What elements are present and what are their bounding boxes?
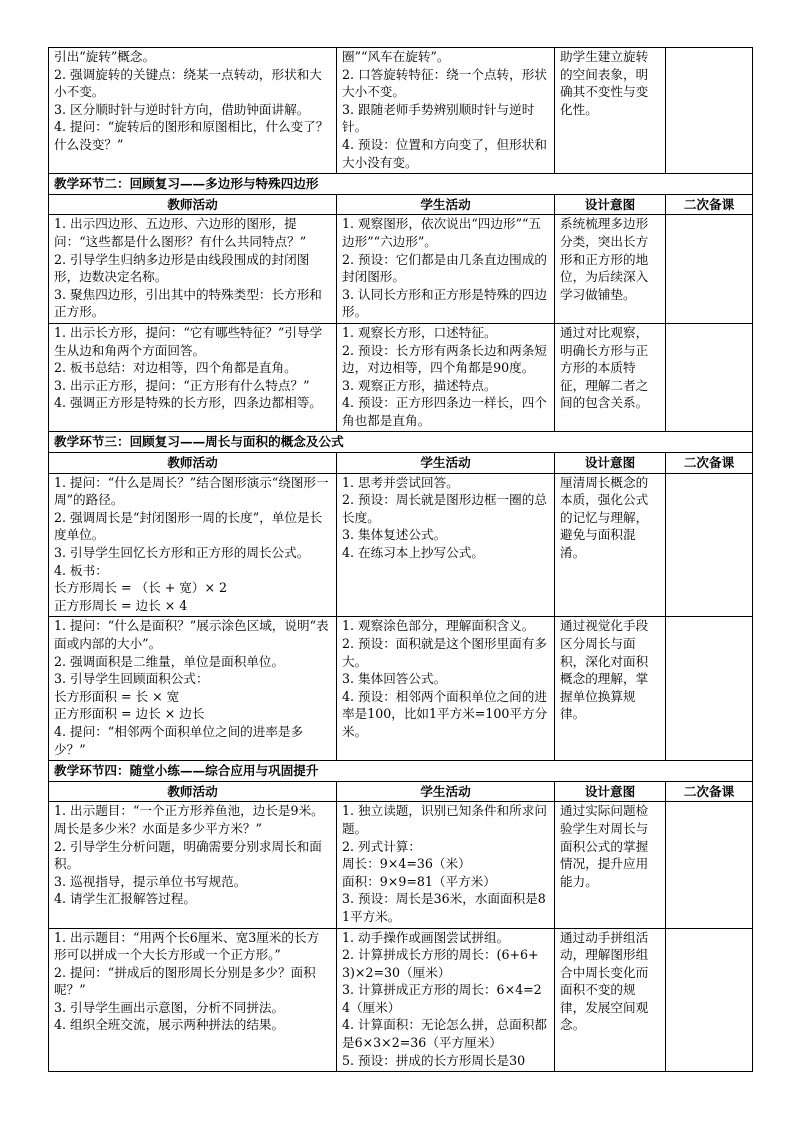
text-line: 2. 引导学生归纳多边形是由线段围成的封闭图形，边数决定名称。 bbox=[54, 251, 310, 285]
teacher-activity-cell bbox=[49, 617, 337, 761]
section-title: 教学环节二：回顾复习——多边形与特殊四边形 bbox=[49, 174, 753, 195]
second-prep-cell bbox=[666, 473, 753, 617]
text-line: 4. 在练习本上抄写公式。 bbox=[342, 545, 484, 561]
text-line: 3. 聚焦四边形，引出其中的特殊类型：长方形和正方形。 bbox=[54, 286, 322, 320]
table-row bbox=[49, 802, 753, 928]
text-line: 通过对比观察，明确长方形与正方形的本质特征，理解二者之间的包含关系。 bbox=[560, 324, 649, 411]
student-activity-header: 学生活动 bbox=[337, 781, 555, 802]
text-line: 2. 强调周长是“封闭图形一周的长度”，单位是长度单位。 bbox=[54, 509, 323, 543]
second-prep-cell bbox=[666, 617, 753, 761]
text-line: 3. 出示正方形，提问：“正方形有什么特点？” bbox=[54, 377, 310, 393]
student-activity-cell bbox=[337, 617, 555, 761]
text-line: 4. 提问：“旋转后的图形和原图相比，什么变了？什么没变？” bbox=[54, 119, 329, 152]
text-line: 2. 板书总结：对边相等，四个角都是直角。 bbox=[54, 360, 297, 376]
student-activity-cell bbox=[337, 215, 555, 324]
text-line: 2. 列式计算： bbox=[342, 838, 421, 854]
design-intent-header: 设计意图 bbox=[555, 781, 666, 802]
text-line: 2. 计算拼成长方形的周长：(6+6+3)×2=30（厘米） bbox=[342, 947, 539, 980]
text-line: 3. 观察正方形，描述特点。 bbox=[342, 377, 497, 393]
design-intent-cell bbox=[555, 323, 666, 432]
student-activity-cell bbox=[337, 928, 555, 1072]
text-line: 3. 预设：周长是36米，水面面积是81平方米。 bbox=[342, 891, 546, 924]
text-line: 3. 认同长方形和正方形是特殊的四边形。 bbox=[342, 286, 547, 320]
teacher-activity-cell bbox=[49, 928, 337, 1072]
text-line: 3. 集体回答公式。 bbox=[342, 671, 447, 687]
text-line: 通过视觉化手段区分周长与面积，深化对面积概念的理解，掌握单位换算规律。 bbox=[560, 618, 649, 722]
text-line: 3. 巡视指导，提示单位书写规范。 bbox=[54, 873, 247, 889]
text-line: 1. 观察长方形，口述特征。 bbox=[342, 324, 497, 340]
section-title-row bbox=[49, 761, 753, 782]
student-activity-cell bbox=[337, 473, 555, 617]
text-line: 4. 强调正方形是特殊的长方形，四条边都相等。 bbox=[54, 395, 322, 411]
table-row bbox=[49, 473, 753, 617]
student-activity-header: 学生活动 bbox=[337, 194, 555, 215]
lesson-plan-document bbox=[48, 47, 752, 1072]
teacher-activity-header: 教师活动 bbox=[49, 194, 337, 215]
text-line: 2. 预设：长方形有两条长边和两条短边，对边相等，四个角都是90度。 bbox=[342, 342, 547, 376]
text-line: 3. 引导学生画出示意图，分析不同拼法。 bbox=[54, 999, 285, 1015]
text-line: 3. 区分顺时针与逆时针方向，借助钟面讲解。 bbox=[54, 101, 310, 117]
text-line: 2. 强调旋转的关键点：绕某一点转动，形状和大小不变。 bbox=[54, 66, 322, 100]
text-line: 3. 跟随老师手势辨别顺时针与逆时针。 bbox=[342, 101, 535, 135]
text-line: 2. 提问：“拼成后的图形周长分别是多少？面积呢？” bbox=[54, 964, 316, 998]
text-line: 4. 请学生汇报解答过程。 bbox=[54, 891, 196, 907]
table-row bbox=[49, 928, 753, 1072]
table-row bbox=[49, 48, 753, 174]
text-line: 1. 提问：“什么是周长？”结合图形演示“绕图形一周”的路径。 bbox=[54, 474, 329, 508]
text-line: 2. 口答旋转特征：绕一个点转，形状大小不变。 bbox=[342, 66, 547, 100]
text-line: 4. 提问：“相邻两个面积单位之间的进率是多少？” bbox=[54, 723, 304, 757]
table-row bbox=[49, 215, 753, 324]
text-line: 引出“旋转”概念。 bbox=[54, 49, 156, 64]
design-intent-header: 设计意图 bbox=[555, 453, 666, 474]
second-prep-cell bbox=[666, 802, 753, 928]
section-title: 教学环节三：回顾复习——周长与面积的概念及公式 bbox=[49, 432, 753, 453]
student-activity-cell bbox=[337, 802, 555, 928]
table-row bbox=[49, 323, 753, 432]
second-prep-cell bbox=[666, 215, 753, 324]
text-line: 面积：9×9=81（平方米） bbox=[342, 873, 496, 889]
text-line: 4. 预设：位置和方向变了，但形状和大小没有变。 bbox=[342, 136, 547, 170]
second-prep-cell bbox=[666, 323, 753, 432]
text-line: 1. 出示长方形，提问：“它有哪些特征？”引导学生从边和角两个方面回答。 bbox=[54, 324, 323, 358]
text-line: 2. 引导学生分析问题，明确需要分别求周长和面积。 bbox=[54, 838, 322, 872]
text-line: 4. 计算面积：无论怎么拼，总面积都是6×3×2=36（平方厘米） bbox=[342, 1017, 547, 1051]
teacher-activity-header: 教师活动 bbox=[49, 453, 337, 474]
text-line: 1. 出示题目：“用两个长6厘米、宽3厘米的长方形可以拼成一个大长方形或一个正方形。” bbox=[54, 929, 320, 963]
text-line: 3. 计算拼成正方形的周长：6×4=24（厘米） bbox=[342, 982, 542, 1015]
teacher-activity-cell bbox=[49, 473, 337, 617]
student-activity-cell bbox=[337, 323, 555, 432]
text-line: 4. 组织全班交流，展示两种拼法的结果。 bbox=[54, 1017, 285, 1033]
text-line: 4. 预设：正方形四条边一样长，四个角也都是直角。 bbox=[342, 395, 547, 428]
text-line: 1. 独立读题，识别已知条件和所求问题。 bbox=[342, 803, 547, 836]
text-line: 5. 预设：拼成的长方形周长是30 bbox=[342, 1052, 526, 1068]
text-line: 1. 思考并尝试回答。 bbox=[342, 474, 459, 490]
text-line: 1. 出示四边形、五边形、六边形的图形，提问：“这些都是什么图形？有什么共同特点？” bbox=[54, 216, 307, 249]
design-intent-cell bbox=[555, 473, 666, 617]
text-line: 周长：9×4=36（米） bbox=[342, 856, 471, 872]
student-activity-cell bbox=[337, 48, 555, 174]
text-line: 3. 引导学生回顾面积公式： bbox=[54, 671, 209, 687]
text-line: 正方形面积 = 边长 × 边长 bbox=[54, 706, 205, 722]
teacher-activity-cell bbox=[49, 802, 337, 928]
text-line: 1. 观察图形，依次说出“四边形”“五边形”“六边形”。 bbox=[342, 216, 542, 249]
teacher-activity-cell bbox=[49, 48, 337, 174]
design-intent-cell bbox=[555, 928, 666, 1072]
student-activity-header: 学生活动 bbox=[337, 453, 555, 474]
text-line: 助学生建立旋转的空间表象，明确其不变性与变化性。 bbox=[560, 49, 649, 117]
second-prep-header: 二次备课 bbox=[666, 453, 753, 474]
column-header-row bbox=[49, 194, 753, 215]
text-line: 2. 预设：面积就是这个图形里面有多大。 bbox=[342, 636, 547, 669]
design-intent-header: 设计意图 bbox=[555, 194, 666, 215]
text-line: 2. 预设：周长就是图形边框一圈的总长度。 bbox=[342, 492, 547, 525]
text-line: 长方形面积 = 长 × 宽 bbox=[54, 688, 180, 704]
lesson-plan-body bbox=[49, 48, 753, 1072]
text-line: 4. 预设：相邻两个面积单位之间的进率是100，比如1平方米=100平方分米。 bbox=[342, 688, 548, 739]
text-line: 系统梳理多边形分类，突出长方形和正方形的地位，为后续深入学习做铺垫。 bbox=[560, 216, 649, 302]
second-prep-header: 二次备课 bbox=[666, 194, 753, 215]
lesson-plan-table bbox=[48, 47, 753, 1072]
design-intent-cell bbox=[555, 802, 666, 928]
section-title-row bbox=[49, 432, 753, 453]
design-intent-cell bbox=[555, 48, 666, 174]
text-line: 4. 板书： bbox=[54, 562, 108, 578]
column-header-row bbox=[49, 781, 753, 802]
design-intent-cell bbox=[555, 617, 666, 761]
section-title-row bbox=[49, 174, 753, 195]
text-line: 3. 集体复述公式。 bbox=[342, 527, 447, 543]
text-line: 通过实际问题检验学生对周长与面积公式的掌握情况，提升应用能力。 bbox=[560, 803, 649, 889]
text-line: 长方形周长 = （长 + 宽）× 2 bbox=[54, 580, 228, 596]
teacher-activity-cell bbox=[49, 323, 337, 432]
teacher-activity-header: 教师活动 bbox=[49, 781, 337, 802]
design-intent-cell bbox=[555, 215, 666, 324]
teacher-activity-cell bbox=[49, 215, 337, 324]
text-line: 1. 提问：“什么是面积？”展示涂色区域，说明“表面或内部的大小”。 bbox=[54, 618, 329, 651]
text-line: 1. 动手操作或画图尝试拼组。 bbox=[342, 929, 510, 945]
text-line: 1. 出示题目：“一个正方形养鱼池，边长是9米。周长是多少米？水面是多少平方米？” bbox=[54, 803, 324, 836]
second-prep-header: 二次备课 bbox=[666, 781, 753, 802]
text-line: 1. 观察涂色部分，理解面积含义。 bbox=[342, 618, 535, 634]
section-title: 教学环节四：随堂小练——综合应用与巩固提升 bbox=[49, 761, 753, 782]
text-line: 厘清周长概念的本质，强化公式的记忆与理解，避免与面积混淆。 bbox=[560, 474, 649, 561]
text-line: 3. 引导学生回忆长方形和正方形的周长公式。 bbox=[54, 545, 310, 561]
text-line: 圈”“风车在旋转”。 bbox=[342, 49, 450, 64]
text-line: 正方形周长 = 边长 × 4 bbox=[54, 597, 188, 613]
second-prep-cell bbox=[666, 48, 753, 174]
text-line: 2. 强调面积是二维量，单位是面积单位。 bbox=[54, 653, 285, 669]
text-line: 通过动手拼组活动，理解图形组合中周长变化而面积不变的规律，发展空间观念。 bbox=[560, 929, 649, 1033]
column-header-row bbox=[49, 453, 753, 474]
table-row bbox=[49, 617, 753, 761]
second-prep-cell bbox=[666, 928, 753, 1072]
text-line: 2. 预设：它们都是由几条直边围成的封闭图形。 bbox=[342, 251, 547, 285]
